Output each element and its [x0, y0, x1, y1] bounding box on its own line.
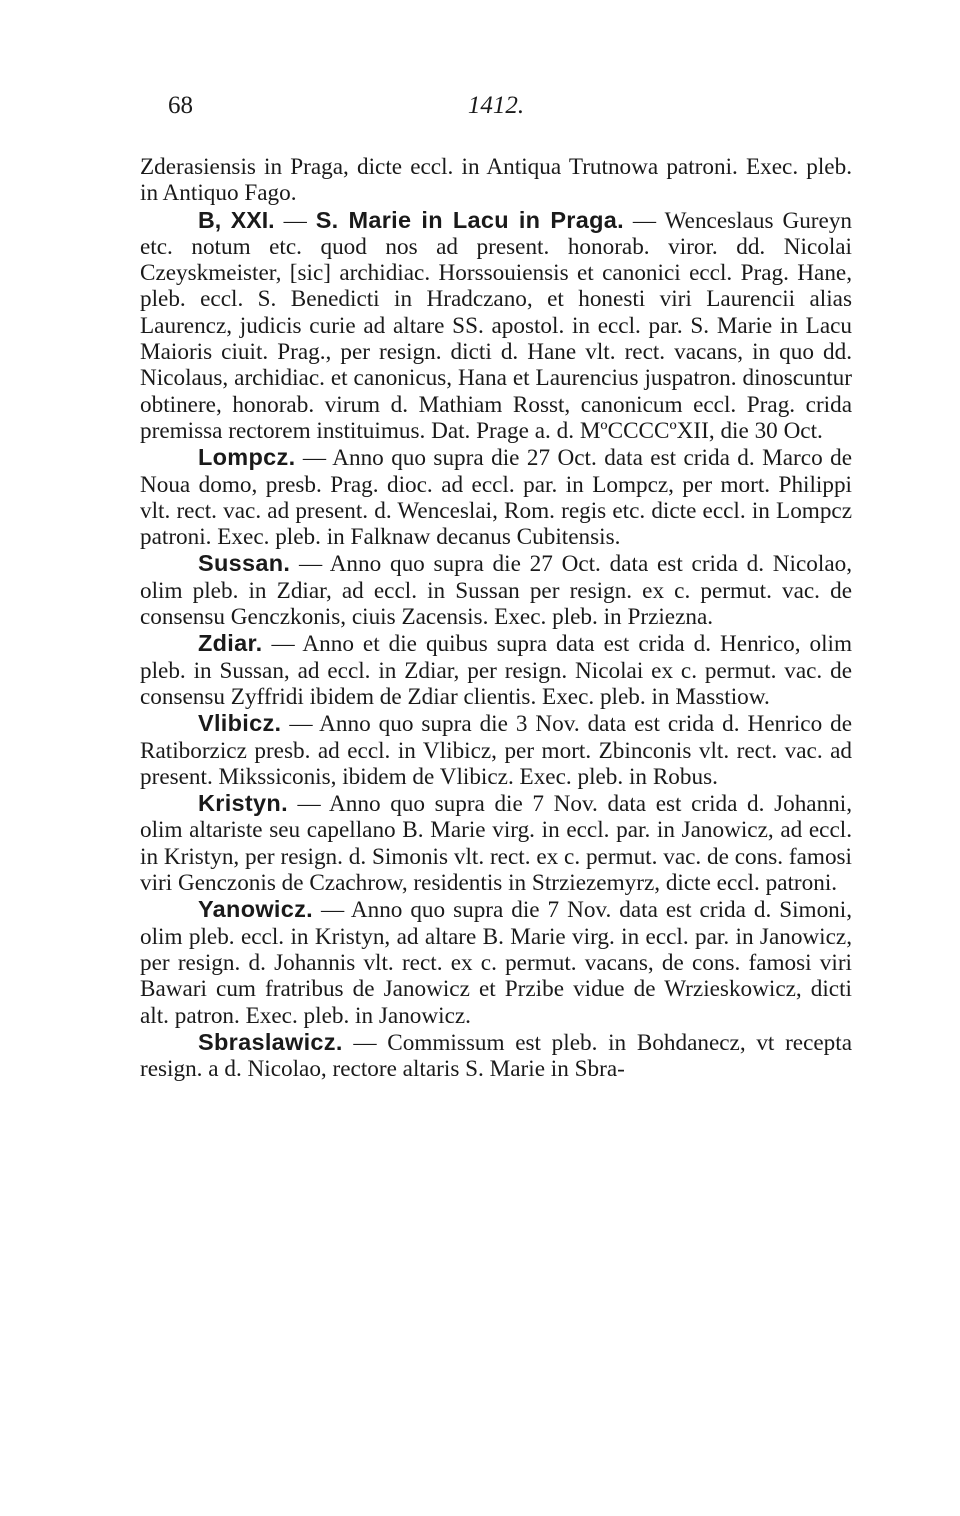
entry-place-name: Lompcz. — [198, 444, 296, 471]
entry-vlibicz — [140, 710, 852, 790]
entry-place-name: Vlibicz. — [198, 710, 282, 737]
entry-text: — Commissum est pleb. in Bohdanecz, vt recepta resign. a d. Nicolao, rectore altaris S. Marie in Sbra- — [140, 1029, 852, 1083]
page-number: 68 — [168, 92, 193, 119]
entry-text: — Anno quo supra die 7 Nov. data est crida d. Johanni, olim altariste seu capellano B. Marie virg. in eccl. par. in Janowicz, ad eccl. in Kristyn, per resign. d. Simonis vlt. rect. ex c. permut. vac. de cons. famosi viri Genczonis de Czachrow, residentis in Strziezemyrz, dicte eccl. patroni. — [140, 791, 852, 897]
entry-zdiar — [140, 630, 852, 710]
body-text — [140, 154, 852, 1082]
entry-yanowicz — [140, 896, 852, 1028]
entry-text: — Anno et die quibus supra data est crida d. Henrico, olim pleb. in Sussan, ad eccl. in Zdiar, per resign. Nicolai ex c. permut. vac. de consensu Zyffridi ibidem de Zdiar clientis. Exec. pleb. in Masstiow. — [140, 631, 853, 710]
entry-text: — Anno quo supra die 7 Nov. data est crida d. Simoni, olim pleb. eccl. in Kristyn, ad altare B. Marie virg. in eccl. par. in Janowicz, per resign. d. Johannis vlt. rect. ex c. permut. vacans, de cons. famosi viri Bawari cum fratribus de Janowicz et Przibe vidue de Wrzieskowicz, dicti alt. patron. Exec. pleb. in Janowicz. — [140, 897, 853, 1029]
dash-separator: — — [283, 207, 307, 234]
paragraph-text: Zderasiensis in Praga, dicte eccl. in Antiqua Trutnowa patroni. Exec. pleb. in Antiquo Fago. — [140, 154, 852, 207]
entry-lompcz — [140, 444, 852, 550]
entry-place-name: Sussan. — [198, 550, 291, 577]
entry-text: — Anno quo supra die 27 Oct. data est crida d. Nicolao, olim pleb. in Zdiar, ad eccl. in Sussan per resign. ex c. permut. vac. de consensu Genczkonis, ciuis Zacensis. Exec. pleb. in Prziezna. — [140, 551, 853, 631]
entry-text: — Anno quo supra die 27 Oct. data est crida d. Marco de Noua domo, presb. Prag. dioc. ad eccl. par. in Lompcz, per mort. Philippi vlt. rect. vac. ad present. d. Wenceslai, Rom. regis etc. dicte eccl. in Lompcz patroni. Exec. pleb. in Falknaw decanus Cubitensis. — [140, 445, 852, 551]
entry-place-name: Zdiar. — [198, 630, 263, 657]
entry-signature: B, XXI. — [198, 206, 275, 233]
running-head-year: 1412. — [467, 92, 525, 119]
page-header — [140, 92, 852, 132]
entry-kristyn — [140, 790, 852, 896]
paragraph-continuation — [140, 154, 852, 207]
entry-text: — Wenceslaus Gureyn etc. notum etc. quod nos ad present. honorab. viror. dd. Nicolai Czeyskmeister, [sic] archidiac. Horssouiensis et canonici eccl. Prag. Hane, pleb. eccl. S. Benedicti in Hradczano, et honesti viri Laurencii alias Laurencz, judicis curie ad altare SS. apostol. in eccl. par. S. Marie in Lacu Maioris ciuit. Prag., per resign. dicti d. Hane vlt. rect. vacans, in quo dd. Nicolaus, archidiac. et canonicus, Hana et Laurencius juspatron. dinoscuntur obtinere, honorab. virum d. Mathiam Rosst, canonicum eccl. Prag. crida premissa rectorem instituimus. Dat. Prage a. d. MºCCCCºXII, die 30 Oct. — [140, 207, 853, 444]
entry-text: — Anno quo supra die 3 Nov. data est crida d. Henrico de Ratiborzicz presb. ad eccl. in Vlibicz, per mort. Zbinconis vlt. rect. vac. ad present. Mikssiconis, ibidem de Vlibicz. Exec. pleb. in Robus. — [140, 711, 852, 790]
entry-place-name: Sbraslawicz. — [198, 1028, 343, 1055]
entry-s-marie-in-lacu — [140, 207, 852, 445]
entry-place-name: Yanowicz. — [198, 896, 314, 923]
entry-sussan — [140, 550, 852, 630]
entry-place-name: S. Marie in Lacu in Praga. — [315, 206, 624, 233]
entry-place-name: Kristyn. — [198, 790, 288, 817]
entry-sbraslawicz — [140, 1029, 852, 1083]
document-page — [140, 92, 852, 1082]
